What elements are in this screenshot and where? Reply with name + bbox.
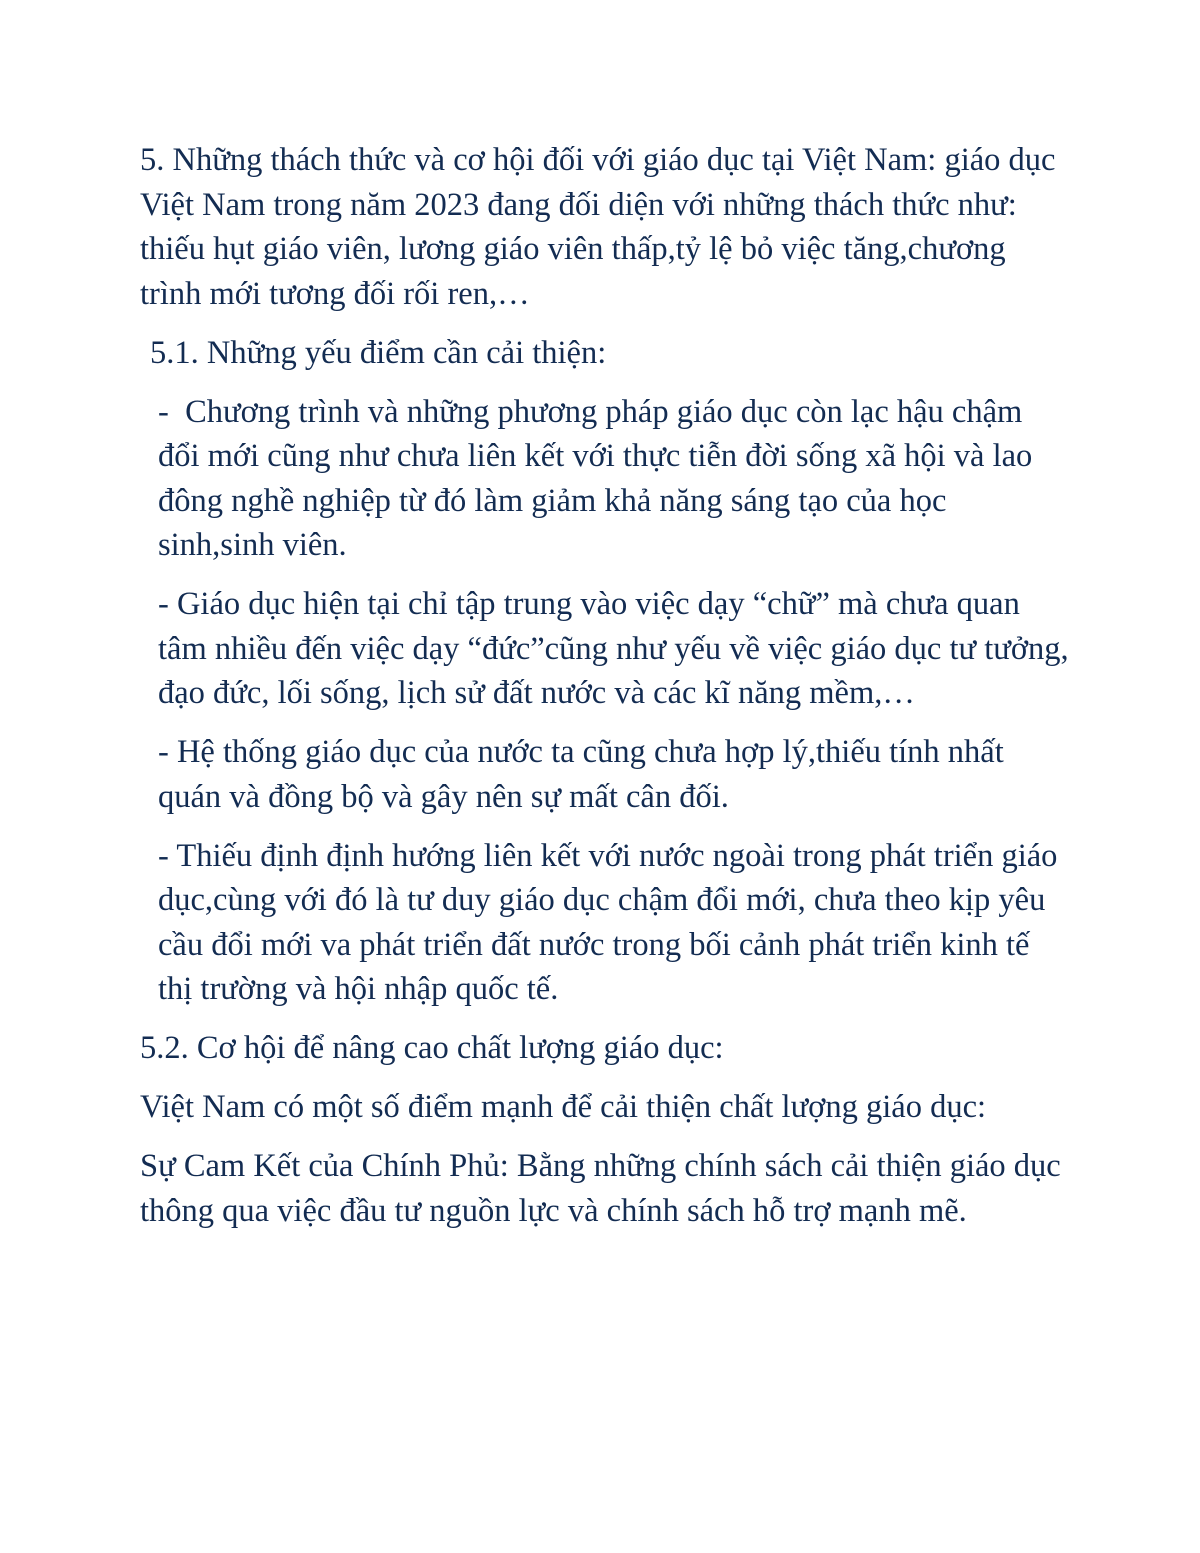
weakness-item-moral-education: - Giáo dục hiện tại chỉ tập trung vào việc dạy “chữ” mà chưa quan tâm nhiều đến việc dạy “đức”cũng như yếu về việc giáo dục tư tưởng, đạo đức, lối sống, lịch sử đất nước và các kĩ năng mềm,…: [158, 586, 1077, 711]
weakness-item-international: - Thiếu định định hướng liên kết với nước ngoài trong phát triển giáo dục,cùng với đó là tư duy giáo dục chậm đổi mới, chưa theo kịp yêu cầu đổi mới va phát triển đất nước trong bối cảnh phát triển kinh tế thị trường và hội nhập quốc tế.: [158, 837, 1066, 1007]
strengths-intro-paragraph: Việt Nam có một số điểm mạnh để cải thiện chất lượng giáo dục:: [140, 1089, 987, 1125]
government-commitment-paragraph: Sự Cam Kết của Chính Phủ: Bằng những chính sách cải thiện giáo dục thông qua việc đầu tư nguồn lực và chính sách hỗ trợ mạnh mẽ.: [140, 1148, 1069, 1229]
section-5-intro-paragraph: 5. Những thách thức và cơ hội đối với giáo dục tại Việt Nam: giáo dục Việt Nam trong năm 2023 đang đối diện với những thách thức như: thiếu hụt giáo viên, lương giáo viên thấp,tỷ lệ bỏ việc tăng,chương trình mới tương đối rối ren,…: [140, 142, 1064, 312]
section-5-2-heading: 5.2. Cơ hội để nâng cao chất lượng giáo dục:: [140, 1030, 724, 1066]
weakness-item-system: - Hệ thống giáo dục của nước ta cũng chưa hợp lý,thiếu tính nhất quán và đồng bộ và gây nên sự mất cân đối.: [158, 734, 1012, 815]
document-body: [140, 138, 1077, 1248]
section-5-1-heading: 5.1. Những yếu điểm cần cải thiện:: [150, 334, 607, 371]
weakness-item-curriculum: - Chương trình và những phương pháp giáo dục còn lạc hậu chậm đổi mới cũng như chưa liên kết với thực tiễn đời sống xã hội và lao đông nghề nghiệp từ đó làm giảm khả năng sáng tạo của học sinh,sinh viên.: [158, 393, 1041, 563]
